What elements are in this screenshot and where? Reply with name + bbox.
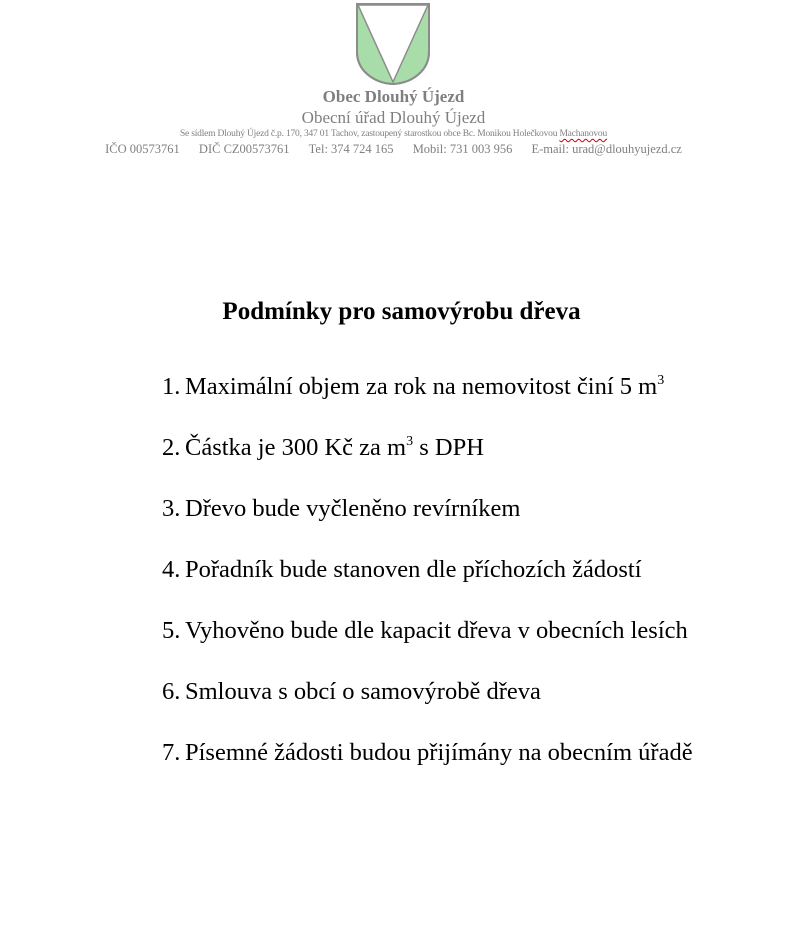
list-item — [162, 600, 702, 661]
list-item — [162, 356, 702, 417]
seat-text: Se sídlem Dlouhý Újezd č.p. 170, 347 01 Tachov, zastoupený starostkou obce Bc. Monikou Holečkovou — [179, 129, 558, 139]
list-item — [162, 478, 702, 539]
item-text: Částka je 300 Kč za $m^3$ s DPH — [185, 434, 484, 461]
item-text: Písemné žádosti budou přijímány na obecním úřadě — [185, 739, 693, 766]
list-item — [162, 417, 702, 478]
email: E-mail: urad@dlouhyujezd.cz — [531, 142, 682, 156]
list-item — [162, 722, 702, 783]
superscript: 3 — [406, 434, 414, 449]
list-item — [162, 661, 702, 722]
conditions-list — [162, 356, 702, 783]
spellcheck-word: Machanovou — [559, 129, 608, 139]
office-name: Obecní úřad Dlouhý Újezd — [301, 108, 486, 127]
document-title: Podmínky pro samovýrobu dřeva — [222, 298, 581, 325]
list-item — [162, 539, 702, 600]
item-number: 3. — [162, 495, 181, 522]
seat-info — [0, 129, 787, 139]
dic: DIČ CZ00573761 — [198, 142, 290, 156]
superscript: 3 — [657, 373, 665, 388]
item-number: 4. — [162, 556, 181, 583]
item-text: Dřevo bude vyčleněno revírníkem — [185, 495, 521, 522]
item-text: Maximální objem za rok na nemovitost činí 5 $m^3$ — [185, 373, 665, 400]
item-number: 5. — [162, 617, 181, 644]
item-number: 2. — [162, 434, 181, 461]
item-number: 7. — [162, 739, 181, 766]
municipality-name: Obec Dlouhý Újezd — [322, 87, 465, 106]
telephone: Tel: 374 724 165 — [308, 142, 394, 156]
ico: IČO 00573761 — [105, 142, 180, 156]
mobile: Mobil: 731 003 956 — [412, 142, 513, 156]
item-text: Smlouva s obcí o samovýrobě dřeva — [185, 678, 541, 705]
item-text: Vyhověno bude dle kapacit dřeva v obecních lesích — [185, 617, 688, 644]
item-number: 6. — [162, 678, 181, 705]
item-text: Pořadník bude stanoven dle příchozích žádostí — [185, 556, 642, 583]
contact-line — [0, 142, 787, 157]
item-number: 1. — [162, 373, 181, 400]
coat-of-arms-icon — [355, 2, 431, 86]
